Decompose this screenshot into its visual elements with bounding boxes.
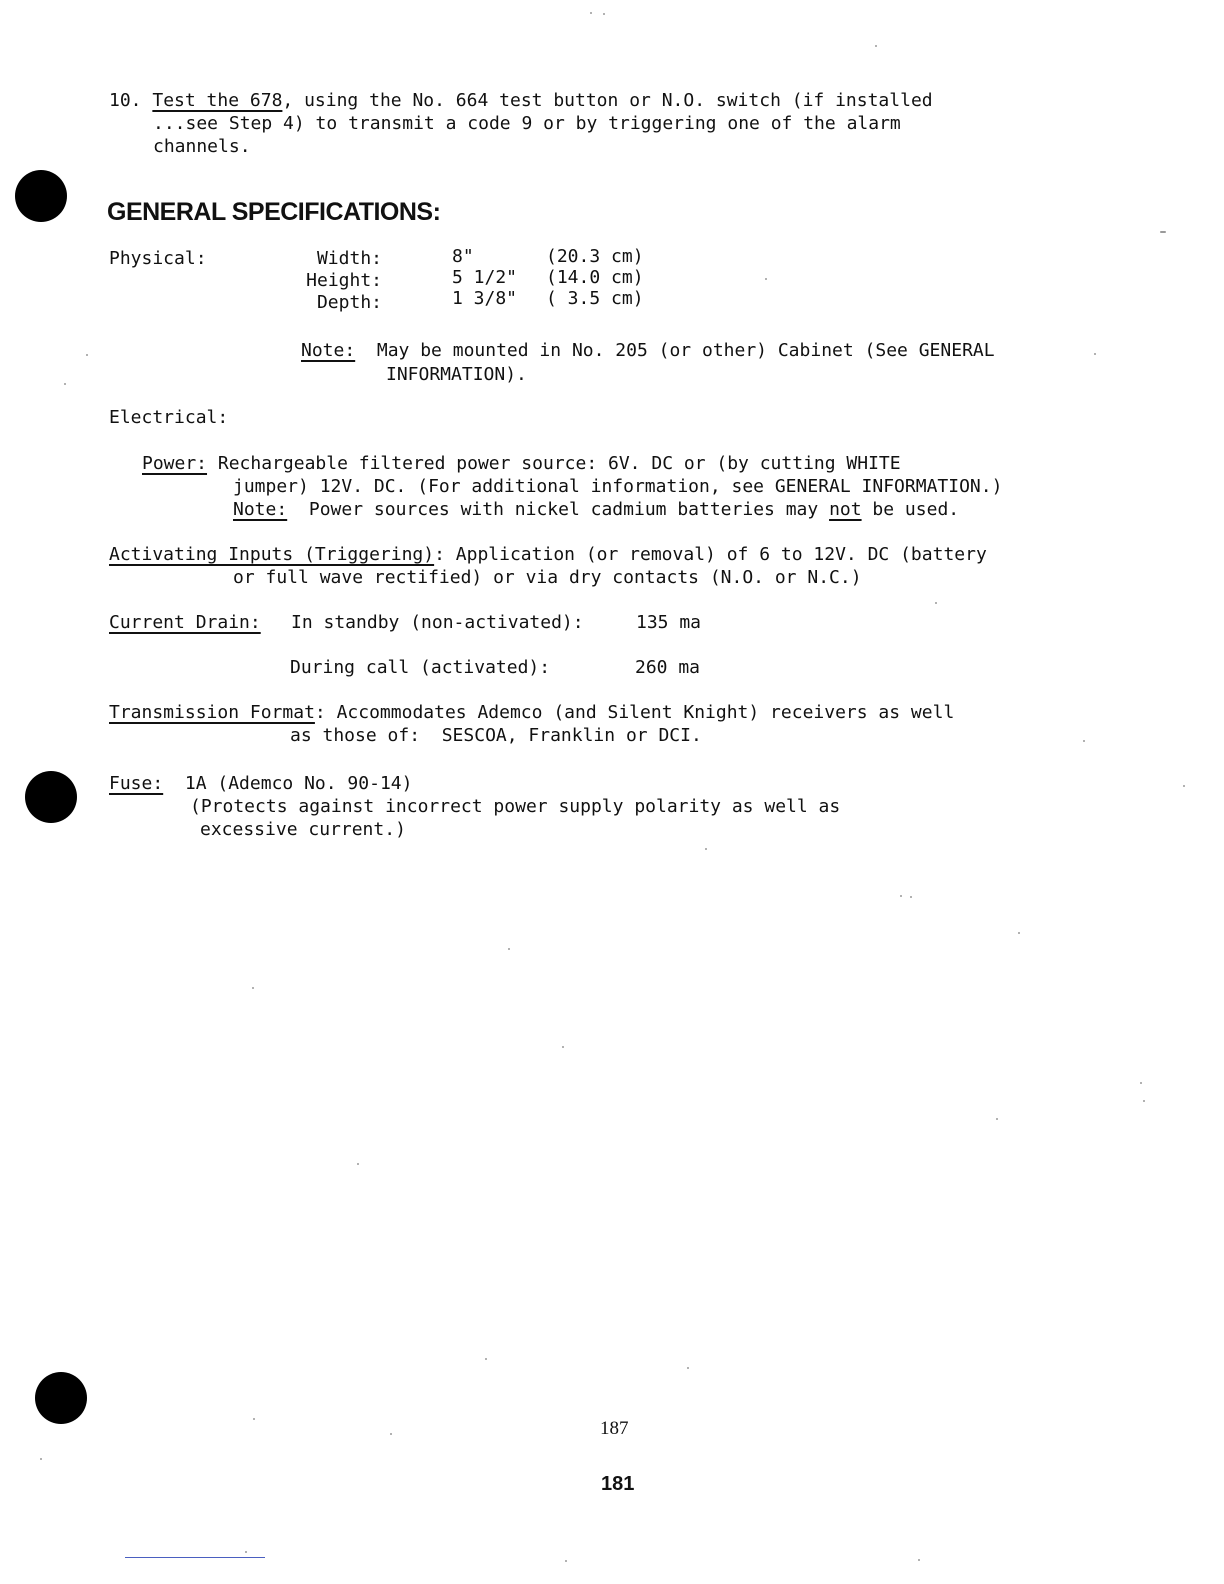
power-line1	[142, 452, 901, 475]
scan-speck	[562, 1046, 564, 1048]
spec-metric-height: (14.0 cm)	[546, 267, 644, 288]
power-note-after: be used.	[872, 499, 960, 520]
scan-speck	[565, 1560, 567, 1562]
scan-speck	[252, 987, 254, 989]
activating-line1	[109, 543, 987, 566]
transmission-line2: as those of: SESCOA, Franklin or DCI.	[290, 725, 702, 746]
note-line2: INFORMATION).	[386, 364, 527, 385]
standby-value: 135 ma	[636, 612, 702, 633]
scan-speck	[1160, 231, 1166, 233]
scan-speck	[1018, 932, 1020, 934]
scan-speck	[705, 848, 707, 850]
transmission-line1	[109, 701, 954, 724]
fuse-line3: excessive current.)	[200, 819, 406, 840]
scan-speck	[687, 1367, 689, 1369]
printed-page-number: 187	[600, 1418, 629, 1439]
scan-speck	[996, 1118, 998, 1120]
power-note-label: Note:	[233, 499, 288, 520]
fuse-line2: (Protects against incorrect power supply polarity as well as	[190, 796, 841, 817]
scan-speck	[64, 383, 66, 385]
scan-speck	[40, 1458, 42, 1460]
scan-speck	[253, 1418, 255, 1420]
scan-speck	[390, 1433, 392, 1435]
scan-speck	[485, 1358, 487, 1360]
power-text1: Rechargeable filtered power source: 6V. DC or (by cutting WHITE	[217, 453, 901, 474]
transmission-text1: : Accommodates Ademco (and Silent Knight) receivers as well	[314, 702, 955, 723]
section-heading: GENERAL SPECIFICATIONS:	[107, 198, 441, 226]
scan-speck	[508, 948, 510, 950]
spec-metric-width: (20.3 cm)	[546, 246, 644, 267]
power-label: Power:	[142, 453, 208, 474]
binder-hole-top	[15, 170, 67, 222]
scan-speck	[86, 354, 88, 356]
scan-speck	[765, 278, 767, 280]
scan-speck	[357, 1163, 359, 1165]
scan-speck	[900, 895, 902, 897]
scan-speck	[1143, 1100, 1145, 1102]
note-line1: May be mounted in No. 205 (or other) Cabinet (See GENERAL	[376, 340, 995, 361]
spec-name-depth: Depth:	[316, 292, 382, 313]
standby-label: In standby (non-activated):	[291, 612, 584, 633]
spec-imperial-width: 8"	[452, 246, 474, 267]
physical-label: Physical:	[109, 248, 207, 269]
transmission-label: Transmission Format	[109, 702, 315, 723]
current-line1	[109, 611, 261, 634]
activating-label: Activating Inputs (Triggering)	[109, 544, 435, 565]
spec-imperial-depth: 1 3/8"	[452, 288, 518, 309]
fuse-label: Fuse:	[109, 773, 164, 794]
binder-hole-middle	[25, 771, 77, 823]
scan-speck	[1094, 353, 1096, 355]
step-10	[109, 89, 933, 112]
electrical-label: Electrical:	[109, 407, 229, 428]
step-link: Test the 678	[152, 90, 283, 111]
activating-line2: or full wave rectified) or via dry contacts (N.O. or N.C.)	[233, 567, 862, 588]
scan-rule	[125, 1557, 265, 1558]
scan-speck	[875, 45, 877, 47]
step-line1: , using the No. 664 test button or N.O. switch (if installed	[282, 90, 933, 111]
current-label: Current Drain:	[109, 612, 261, 633]
folio-page-number: 181	[601, 1473, 635, 1495]
spec-name-height: Height:	[306, 270, 382, 291]
binder-hole-bottom	[35, 1372, 87, 1424]
scan-speck	[918, 1559, 920, 1561]
scan-speck	[1140, 1082, 1142, 1084]
scan-speck	[935, 602, 937, 604]
scan-speck	[910, 896, 912, 898]
power-note-before: Power sources with nickel cadmium batteries may	[308, 499, 819, 520]
physical-note	[301, 339, 995, 362]
spec-imperial-height: 5 1/2"	[452, 267, 518, 288]
scan-speck	[1183, 785, 1185, 787]
scan-speck	[245, 1551, 247, 1553]
step-line3: channels.	[153, 136, 251, 157]
step-line2: ...see Step 4) to transmit a code 9 or by triggering one of the alarm	[153, 113, 901, 134]
fuse-line1	[109, 772, 412, 795]
call-label: During call (activated):	[290, 657, 551, 678]
note-label: Note:	[301, 340, 356, 361]
power-note-emph: not	[829, 499, 862, 520]
spec-name-width: Width:	[316, 248, 382, 269]
power-line2: jumper) 12V. DC. (For additional information, see GENERAL INFORMATION.)	[233, 476, 1003, 497]
scan-speck	[590, 12, 592, 14]
scan-speck	[1083, 740, 1085, 742]
call-value: 260 ma	[635, 657, 701, 678]
activating-text1: : Application (or removal) of 6 to 12V. DC (battery	[434, 544, 987, 565]
spec-metric-depth: ( 3.5 cm)	[546, 288, 644, 309]
power-note	[233, 498, 959, 521]
fuse-text1: 1A (Ademco No. 90-14)	[184, 773, 413, 794]
scan-speck	[603, 13, 605, 15]
step-number: 10.	[109, 90, 142, 111]
